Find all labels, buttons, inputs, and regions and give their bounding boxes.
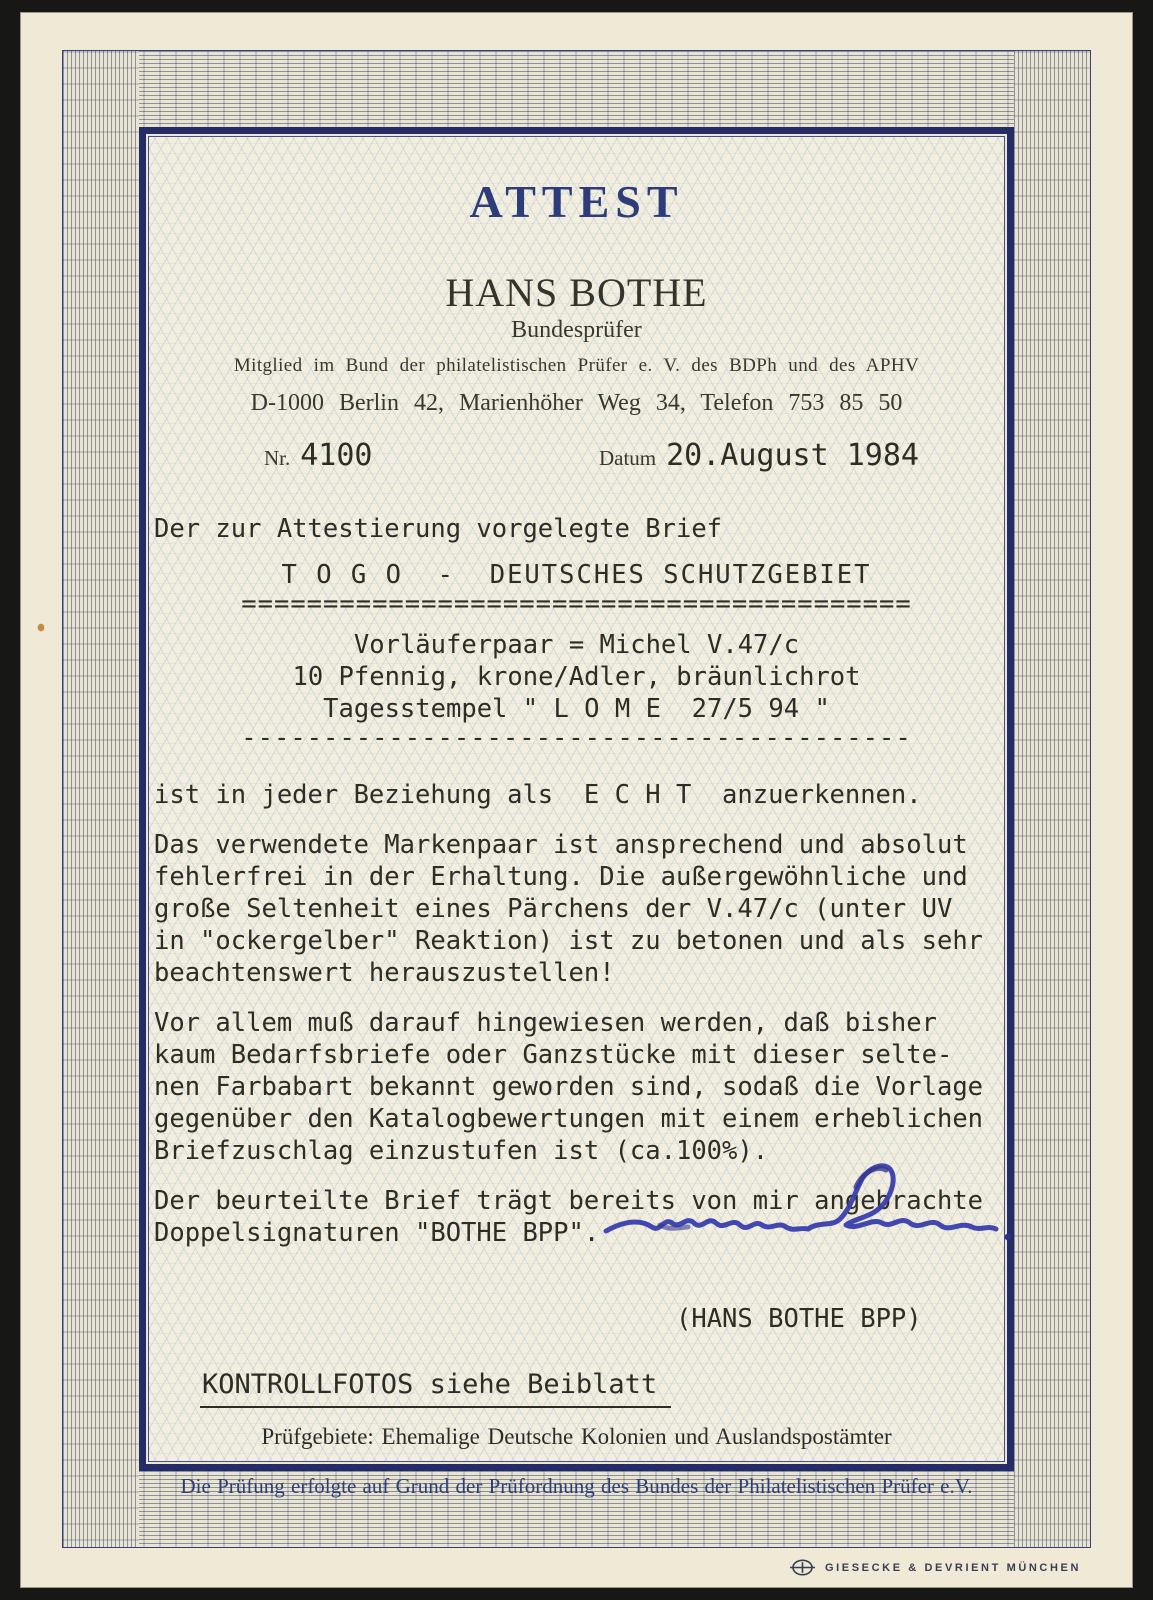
- printer-mark-text: GIESECKE & DEVRIENT MÜNCHEN: [825, 1561, 1081, 1574]
- item-line: Vorläuferpaar = Michel V.47/c: [353, 630, 800, 660]
- certificate-sheet: [20, 12, 1133, 1588]
- paragraph-line: Vor allem muß darauf hingewiesen werden, daß bisher: [154, 1008, 937, 1038]
- item-description: [154, 629, 999, 725]
- kontroll-line-wrap: [200, 1369, 999, 1408]
- printer-mark: [789, 1559, 1081, 1576]
- examiner-role: Bundesprüfer: [511, 317, 642, 343]
- paragraph-line: Der beurteilte Brief trägt bereits von mir angebrachte: [154, 1186, 984, 1216]
- paper-speck: [38, 624, 44, 631]
- gd-circle-plus-icon: [789, 1559, 816, 1576]
- paragraph-line: Briefzuschlag einzustufen ist (ca.100%).: [154, 1136, 769, 1166]
- certificate-title: ATTEST: [469, 176, 684, 227]
- paragraph-line: kaum Bedarfsbriefe oder Ganzstücke mit dieser selte-: [154, 1040, 953, 1070]
- pruefgebiete-line: Prüfgebiete: Ehemalige Deutsche Kolonien und Auslandspostämter: [261, 1424, 892, 1449]
- kontroll-line: KONTROLLFOTOS siehe Beiblatt: [200, 1369, 671, 1408]
- dashed-rule: -----------------------------------------: [241, 723, 912, 753]
- paragraph-condition: [154, 829, 999, 989]
- paragraph-line: Das verwendete Markenpaar ist ansprechend und absolut: [154, 830, 968, 860]
- signature-caption: (HANS BOTHE BPP): [676, 1304, 922, 1334]
- verdict-line: ist in jeder Beziehung als E C H T anzuerkennen.: [154, 780, 922, 810]
- guilloche-band-left: [63, 51, 139, 1547]
- handwritten-signature: [600, 1157, 1020, 1265]
- date-group: [599, 439, 919, 473]
- paragraph-line: Doppelsignaturen "BOTHE BPP".: [154, 1218, 600, 1248]
- intro-line: Der zur Attestierung vorgelegte Brief: [154, 514, 723, 544]
- footer-line: Die Prüfung erfolgte auf Grund der Prüfordnung des Bundes der Philatelistischen Prüfer e.V.: [180, 1474, 973, 1498]
- paragraph-line: beachtenswert herauszustellen!: [154, 958, 615, 988]
- paragraph-line: nen Farbabart bekannt geworden sind, sodaß die Vorlage: [154, 1072, 984, 1102]
- paragraph-line: fehlerfrei in der Erhaltung. Die außergewöhnliche und: [154, 862, 968, 892]
- signature-block: [154, 1185, 999, 1335]
- number-value: 4100: [300, 438, 373, 473]
- paragraph-rarity: [154, 1007, 999, 1167]
- examiner-name: HANS BOTHE: [445, 270, 708, 315]
- paragraph-line: große Seltenheit eines Pärchens der V.47/c (unter UV: [154, 894, 953, 924]
- certificate-body: [139, 127, 1014, 1498]
- date-label: Datum: [598, 446, 657, 470]
- number-date-row: [154, 439, 999, 473]
- number-label: Nr.: [264, 446, 291, 470]
- date-value: 20.August 1984: [666, 438, 919, 473]
- paragraph-line: gegenüber den Katalogbewertungen mit einem erheblichen: [154, 1104, 984, 1134]
- item-line: 10 Pfennig, krone/Adler, bräunlichrot: [292, 662, 861, 692]
- signature-period: [1005, 1234, 1012, 1241]
- guilloche-border: [62, 50, 1091, 1548]
- guilloche-band-right: [1014, 51, 1090, 1547]
- address-line: D-1000 Berlin 42, Marienhöher Weg 34, Telefon 753 85 50: [250, 390, 903, 416]
- subject-heading: T O G O - DEUTSCHES SCHUTZGEBIET: [281, 560, 872, 590]
- double-rule: =========================================: [241, 589, 912, 619]
- item-line: Tagesstempel " L O M E 27/5 94 ": [323, 694, 830, 724]
- paragraph-line: in "ockergelber" Reaktion) ist zu betonen und als sehr: [154, 926, 984, 956]
- membership-line: Mitglied im Bund der philatelistischen Prüfer e. V. des BDPh und des APHV: [233, 355, 920, 376]
- guilloche-band-top: [63, 51, 1090, 127]
